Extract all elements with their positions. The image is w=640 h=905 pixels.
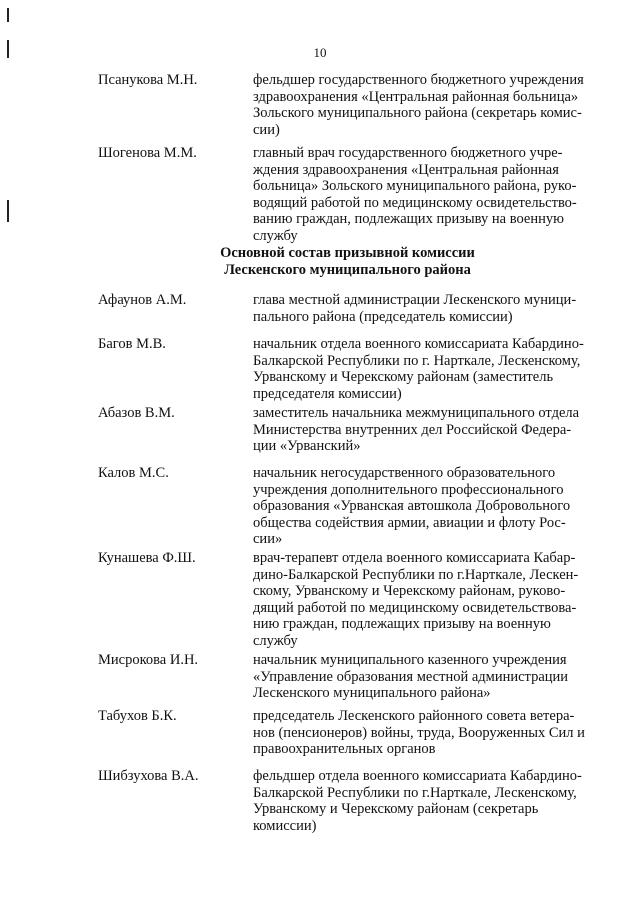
member-name: Багов М.В. — [98, 336, 166, 352]
member-name: Абазов В.М. — [98, 405, 175, 421]
section-heading-line: Основной состав призывной комиссии — [220, 245, 475, 261]
section-heading — [0, 245, 640, 279]
member-role: председатель Лескенского районного совета ветера- нов (пенсионеров) войны, труда, Вооруженных Сил и правоохранительных органов — [253, 708, 585, 757]
member-role: начальник негосударственного образовательного учреждения дополнительного профессионального образования «Урванская автошкола Добровольного общества содействия армии, авиации и флоту Рос- сии» — [253, 465, 571, 547]
member-name: Псанукова М.Н. — [98, 72, 198, 88]
member-name: Табухов Б.К. — [98, 708, 177, 724]
member-role: заместитель начальника межмуниципального отдела Министерства внутренних дел Российской Федера- ции «Урванский» — [253, 405, 580, 454]
member-name: Кунашева Ф.Ш. — [98, 550, 196, 566]
member-name: Афаунов А.М. — [98, 292, 187, 308]
member-name: Шибзухова В.А. — [98, 768, 199, 784]
member-name: Мисрокова И.Н. — [98, 652, 199, 668]
scan-edge-mark — [7, 200, 9, 222]
member-role: фельдшер государственного бюджетного учреждения здравоохранения «Центральная районная больница» Зольского муниципального района (секретарь комис- сии) — [253, 72, 584, 138]
scan-edge-mark — [7, 8, 9, 22]
member-name: Шогенова М.М. — [98, 145, 197, 161]
member-name: Калов М.С. — [98, 465, 169, 481]
page-number: 10 — [313, 45, 327, 60]
section-heading-line: Лескенского муниципального района — [224, 262, 471, 278]
member-role: глава местной администрации Лескенского муници- пального района (председатель комиссии) — [253, 292, 577, 325]
member-role: врач-терапевт отдела военного комиссариата Кабар- дино-Балкарской Республики по г.Нарткале, Лескен- скому, Урванскому и Черекскому районам, руково- дящий работой по медицинскому освидетельствова- нию граждан, подлежащих призыву на военную службу — [253, 550, 579, 649]
member-role: фельдшер отдела военного комиссариата Кабардино- Балкарской Республики по г.Нарткале, Лескенскому, Урванскому и Черекскому районам (секретарь комиссии) — [253, 768, 582, 834]
member-role: начальник отдела военного комиссариата Кабардино- Балкарской Республики по г. Нарткале, Лескенскому, Урванскому и Черекскому районам (заместитель председателя комиссии) — [253, 336, 584, 402]
member-role: главный врач государственного бюджетного учре- ждения здравоохранения «Центральная районная больница» Зольского муниципального района, руко- водящий работой по медицинскому освидетельство- ванию граждан, подлежащих призыву на военную службу — [253, 145, 577, 244]
member-role: начальник муниципального казенного учреждения «Управление образования местной администрации Лескенского муниципального района» — [253, 652, 569, 701]
